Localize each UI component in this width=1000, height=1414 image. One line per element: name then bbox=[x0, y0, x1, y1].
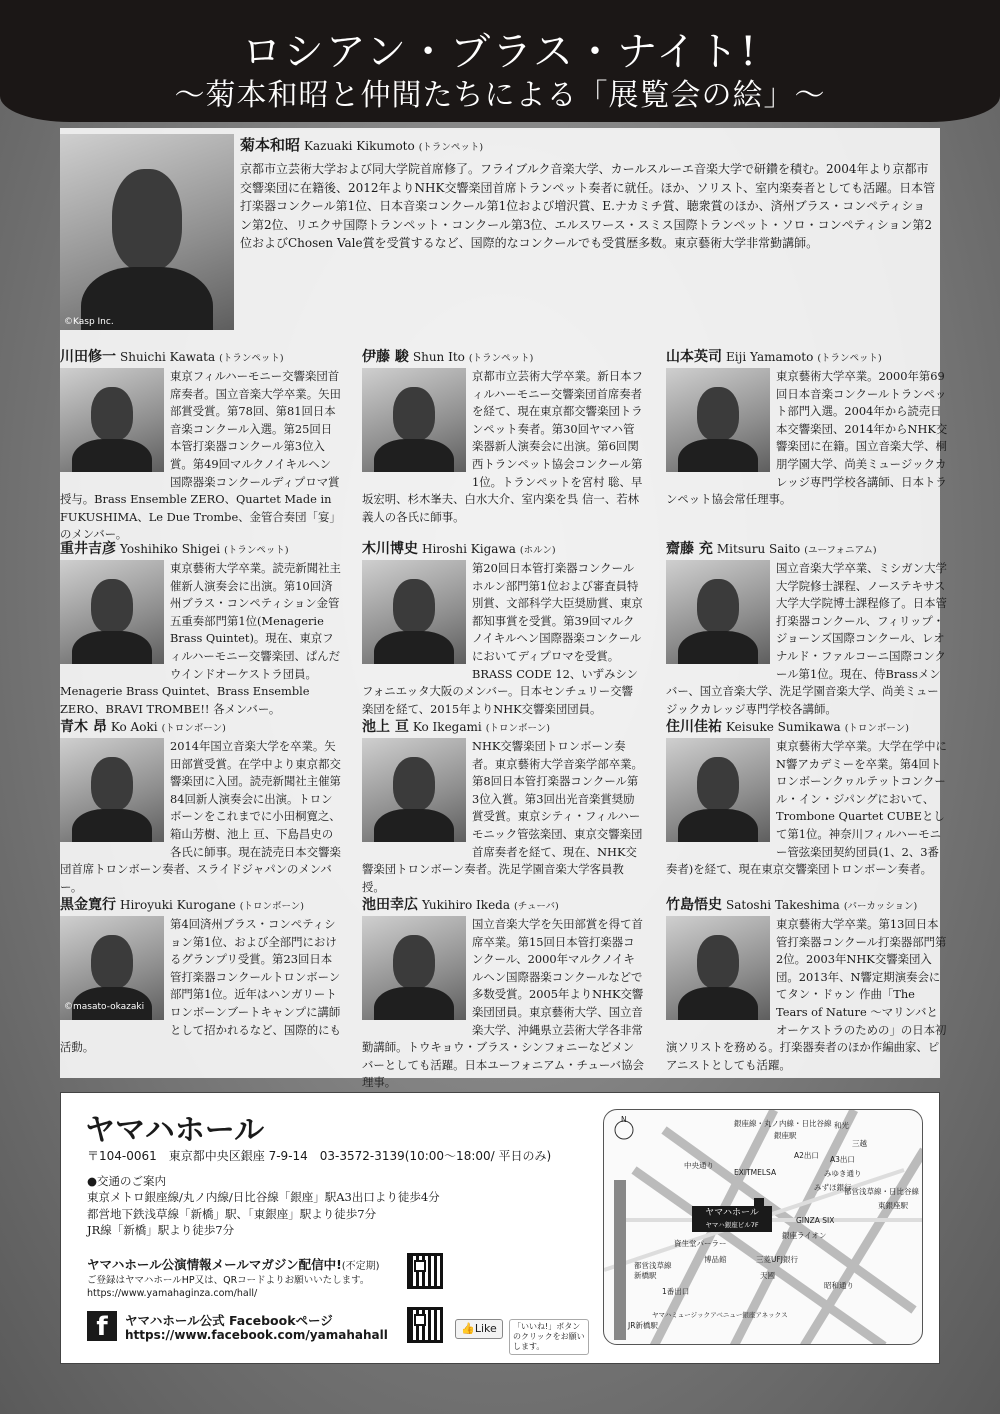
instrument: (ホルン) bbox=[519, 545, 556, 556]
map-a2-exit: A2出口 bbox=[794, 1151, 819, 1160]
member-name bbox=[666, 716, 909, 736]
instrument: (トランペット) bbox=[219, 353, 284, 364]
member-photo bbox=[362, 916, 466, 1020]
map-showa-dori: 昭和通り bbox=[824, 1281, 854, 1290]
member-bio bbox=[666, 368, 948, 509]
member-name bbox=[362, 346, 533, 366]
facebook-icon: f bbox=[87, 1311, 117, 1341]
access-map bbox=[603, 1109, 923, 1345]
member-name bbox=[60, 716, 226, 736]
instrument: (チューバ) bbox=[514, 901, 559, 912]
map-toei-asakusa: 都営浅草線 bbox=[634, 1261, 672, 1270]
member-card bbox=[666, 346, 948, 522]
map-chuo-dori: 中央通り bbox=[684, 1161, 714, 1170]
name-en: Hiroyuki Kurogane bbox=[120, 898, 236, 912]
member-bio-text: 東京藝術大学卒業。2000年第69回日本音楽コンクールトランペット部門入選。2004年から読売日本交響楽団、2014年からNHK交響楽団に在籍。国立音楽大学、桐朋学園大学、尚美ミュージックカレッジ専門学校各講師、日本トランペット協会常任理事。 bbox=[666, 369, 948, 507]
member-photo bbox=[362, 738, 466, 842]
member-bio-text: 国立音楽大学を矢田部賞を得て首席卒業。第15回日本管打楽器コンクール、2000年マルクノイキルヘン国際器楽コンクールなどで多数受賞。2005年よりNHK交響楽団団員。東京藝術大学、国立音楽大学、沖縄県立芸術大学各非常勤講師。トウキョウ・ブラス・シンフォニーなどメンバーとしても活躍。日本ユーフォニアム・チューバ協会理事。 bbox=[362, 917, 644, 1090]
member-photo bbox=[362, 560, 466, 664]
name-ja: 川田修一 bbox=[60, 349, 116, 365]
name-en: Shun Ito bbox=[412, 350, 465, 364]
concert-subtitle: 〜菊本和昭と仲間たちによる「展覧会の絵」〜 bbox=[174, 78, 826, 113]
mail-desc bbox=[87, 1274, 369, 1300]
member-card bbox=[362, 346, 644, 522]
member-card bbox=[666, 538, 948, 714]
member-card bbox=[666, 894, 948, 1070]
name-ja: 齋藤 充 bbox=[666, 541, 713, 557]
name-ja: 菊本和昭 bbox=[240, 136, 301, 154]
name-ja: 黒金寛行 bbox=[60, 897, 116, 913]
member-bio bbox=[362, 560, 644, 718]
concert-title: ロシアン・ブラス・ナイト! bbox=[241, 29, 759, 75]
facebook-qr-code[interactable] bbox=[407, 1307, 443, 1343]
member-bio-text: 2014年国立音楽大学を卒業。矢田部賞受賞。在学中より東京都交響楽団に入団。読売新聞社主催第84回新人演奏会に出演。トロンボーンをこれまでに小田桐寛之、箱山芳樹、池上 亘、下島昌史の各氏に師事。現在読売日本交響楽団首席トロンボーン奏者、スライドジャパンのメンバー。 bbox=[60, 739, 341, 894]
member-bio-text: 東京藝術大学卒業。大学在学中にN響アカデミーを卒業。第4回トロンボーンクヮルテットコンクール・イン・ジパングにおいて、Trombone Quartet CUBEとして第1位。神奈川フィルハーモニー管弦楽団契約団員(1、2、3番奏者)を経て、現在東京交響楽団トロンボーン奏者。 bbox=[666, 739, 947, 877]
name-ja: 青木 昂 bbox=[60, 719, 107, 735]
member-name bbox=[362, 538, 556, 558]
member-bio bbox=[666, 560, 948, 718]
member-bio bbox=[666, 738, 948, 879]
map-hall-sub: ヤマハ銀座ビル7F bbox=[705, 1221, 759, 1229]
member-name bbox=[60, 538, 289, 558]
map-shiseido: 資生堂パーラー bbox=[674, 1239, 727, 1248]
name-ja: 池上 亘 bbox=[362, 719, 409, 735]
member-photo bbox=[60, 916, 164, 1020]
member-bio bbox=[362, 738, 644, 896]
member-photo bbox=[666, 738, 770, 842]
instrument: (ユーフォニアム) bbox=[804, 545, 877, 556]
map-north: N bbox=[621, 1115, 627, 1124]
member-name bbox=[666, 538, 877, 558]
member-name bbox=[666, 894, 917, 914]
access-line: JR線「新橋」駅より徒歩7分 bbox=[87, 1223, 235, 1237]
access-heading: ●交通のご案内 bbox=[87, 1174, 167, 1188]
name-ja: 重井吉彦 bbox=[60, 541, 116, 557]
access-line: 都営地下鉄浅草線「新橋」駅、「東銀座」駅より徒歩7分 bbox=[87, 1206, 377, 1221]
lead-photo bbox=[60, 134, 234, 330]
photo-credit: ©masato-okazaki bbox=[64, 1002, 145, 1013]
name-ja: 木川博史 bbox=[362, 541, 418, 557]
name-en: Ko Aoki bbox=[110, 720, 158, 734]
mail-note: (不定期) bbox=[341, 1261, 380, 1272]
member-name bbox=[666, 346, 882, 366]
member-bio bbox=[362, 368, 644, 526]
member-bio bbox=[60, 738, 342, 896]
name-en: Mitsuru Saito bbox=[716, 542, 801, 556]
photo-credit: ©Kasp Inc. bbox=[64, 317, 114, 327]
map-mufg: 三菱UFJ銀行 bbox=[756, 1255, 799, 1264]
member-card bbox=[60, 346, 342, 542]
map-tenkuni: 天國 bbox=[760, 1271, 775, 1280]
name-en: Satoshi Takeshima bbox=[726, 898, 840, 912]
member-name bbox=[362, 716, 550, 736]
name-ja: 池田幸広 bbox=[362, 897, 418, 913]
map-mizuho: みずほ銀行 bbox=[814, 1183, 852, 1192]
map-hakuhinkan: 博品館 bbox=[704, 1255, 727, 1264]
member-bio-text: 京都市立芸術大学卒業。新日本フィルハーモニー交響楽団首席奏者を経て、現在東京都交響楽団トランペット奏者。第30回ヤマハ管楽器新人演奏会に出演。第6回関西トランペット協会コンクール第1位。トランペットを宮村 聡、早坂宏明、杉木峯夫、白水大介、室内楽を呉 信一、若林義人の各氏に師事。 bbox=[362, 369, 643, 524]
map-asakusa-line: 都営浅草線・日比谷線 bbox=[844, 1187, 919, 1196]
map-miyuki-dori: みゆき通り bbox=[824, 1169, 862, 1178]
instrument: (トロンボーン) bbox=[239, 901, 304, 912]
map-lion: 銀座ライオン bbox=[782, 1231, 827, 1240]
map-ginza-line: 銀座線・丸ノ内線・日比谷線 bbox=[734, 1119, 832, 1128]
map-hall-name: ヤマハホール bbox=[705, 1208, 759, 1218]
member-name bbox=[60, 894, 304, 914]
map-ginza-six: GINZA SIX bbox=[796, 1216, 835, 1225]
name-en: Shuichi Kawata bbox=[120, 350, 216, 364]
member-name bbox=[60, 346, 284, 366]
map-jr: JR新橋駅 bbox=[628, 1321, 658, 1330]
map-exit1: 1番出口 bbox=[662, 1287, 690, 1296]
member-bio bbox=[362, 916, 644, 1092]
mail-heading-text: ヤマハホール公演情報メールマガジン配信中! bbox=[87, 1257, 342, 1272]
name-ja: 竹島悟史 bbox=[666, 897, 722, 913]
name-en: Hiroshi Kigawa bbox=[422, 542, 516, 556]
lead-bio: 京都市立芸術大学および同大学院首席修了。フライブルク音楽大学、カールスルーエ音楽大学で研鑽を積む。2004年より京都市交響楽団に在籍後、2012年よりNHK交響楽団首席トランペット奏者に就任。ほか、ソリスト、室内楽奏者としても活躍。日本管打楽器コンクール第1位、日本音楽コンクール第1位および増沢賞、E.ナカミチ賞、聴衆賞のほか、済州ブラス・コンペティション第2位、リエクサ国際トランペット・コンクール第3位、エルスワース・スミス国際トランペット・ソロ・コンペティション第2位およびChosen Vale賞を受賞するなど、国際的なコンクールでも受賞歴多数。東京藝術大学非常勤講師。 bbox=[240, 162, 936, 251]
member-card bbox=[666, 716, 948, 892]
member-bio bbox=[666, 916, 948, 1074]
name-en: Ko Ikegami bbox=[412, 720, 482, 734]
member-card bbox=[362, 716, 644, 892]
member-card bbox=[362, 894, 644, 1090]
instrument: (パーカッション) bbox=[843, 901, 918, 912]
name-ja: 住川佳祐 bbox=[666, 719, 722, 735]
member-bio-text: NHK交響楽団トロンボーン奏者。東京藝術大学音楽学部卒業。第8回日本管打楽器コンクール第3位入賞。第3回出光音楽賞奨励賞受賞。東京シティ・フィルハーモニック管弦楽団、東京交響楽団首席奏者を経て、現在、NHK交響楽団トロンボーン奏者。洗足学園音楽大学客員教授。 bbox=[362, 739, 643, 894]
like-button[interactable]: 👍Like bbox=[455, 1319, 503, 1339]
member-bio bbox=[60, 560, 342, 718]
member-bio-text: 第4回済州ブラス・コンペティション第1位、および全部門におけるグランプリ受賞。第23回日本管打楽器コンクールトロンボーン部門第1位。近年はハンガリートロンボーンブートキャンプに講師として招かれるなど、国際的にも活動。 bbox=[60, 917, 341, 1055]
member-photo bbox=[666, 368, 770, 472]
map-ginza-station: 銀座駅 bbox=[774, 1131, 797, 1140]
name-ja: 山本英司 bbox=[666, 349, 722, 365]
member-photo bbox=[362, 368, 466, 472]
member-bio-text: 東京藝術大学卒業。読売新聞社主催新人演奏会に出演。第10回済州ブラス・コンペティション金管五重奏部門第1位(Menagerie Brass Quintet)。現在、東京フィルハーモニー交響楽団、ぱんだウインドオーケストラ団員。Menagerie Brass Quintet、Brass Ensemble ZERO、BRAVI TROMBE!! 各メンバー。 bbox=[60, 561, 341, 716]
instrument: (トロンボーン) bbox=[844, 723, 909, 734]
like-note: 「いいね!」ボタンのクリックをお願いします。 bbox=[509, 1319, 589, 1355]
map-wako: 和光 bbox=[834, 1121, 849, 1130]
member-card bbox=[60, 716, 342, 892]
map-exitmelsa: EXITMELSA bbox=[734, 1168, 777, 1177]
like-label: Like bbox=[474, 1322, 497, 1335]
name-en: Eiji Yamamoto bbox=[726, 350, 814, 364]
member-card bbox=[60, 894, 342, 1070]
member-name bbox=[362, 894, 559, 914]
member-bio-text: 国立音楽大学卒業、ミシガン大学大学院修士課程、ノーステキサス大学大学院博士課程修了。日本管打楽器コンクール、フィリップ・ジョーンズ国際コンクール、レオナルド・ファルコーニ国際コンクール第1位。現在、侍Brassメンバー、国立音楽大学、洗足学園音楽大学、尚美ミュージックカレッジ専門学校各講師。 bbox=[666, 561, 947, 716]
member-bio-text: 東京藝術大学卒業。第13回日本管打楽器コンクール打楽器部門第2位。2003年NHK交響楽団入団。2013年、N響定期演奏会にてタン・ドゥン 作曲「The Tears of Nature 〜マリンバとオーケストラのための」の日本初演ソリストを務める。打楽器奏者のほか作編曲家、ピアニストとしても活躍。 bbox=[666, 917, 947, 1072]
venue-address: 〒104-0061 東京都中央区銀座 7-9-14 03-3572-3139(10:00〜18:00/ 平日のみ) bbox=[87, 1149, 552, 1163]
member-bio bbox=[60, 368, 342, 544]
map-hall-marker bbox=[692, 1206, 772, 1232]
member-photo bbox=[60, 560, 164, 664]
instrument: (トランペット) bbox=[418, 142, 484, 153]
name-en: Yoshihiko Shigei bbox=[120, 542, 221, 556]
member-bio bbox=[60, 916, 342, 1057]
instrument: (トランペット) bbox=[468, 353, 534, 364]
facebook-heading: ヤマハホール公式 Facebookページ bbox=[125, 1313, 333, 1328]
profiles-panel bbox=[60, 128, 948, 1090]
mail-heading bbox=[87, 1255, 380, 1273]
member-photo bbox=[666, 560, 770, 664]
venue-name: ヤマハホール bbox=[85, 1113, 265, 1148]
member-card bbox=[60, 538, 342, 714]
access-line: 東京メトロ銀座線/丸ノ内線/日比谷線「銀座」駅A3出口より徒歩4分 bbox=[87, 1190, 440, 1204]
mail-url[interactable]: https://www.yamahaginza.com/hall/ bbox=[87, 1288, 258, 1299]
map-a3-exit: A3出口 bbox=[830, 1155, 855, 1164]
map-mitsukoshi: 三越 bbox=[852, 1139, 867, 1148]
member-bio-text: 東京フィルハーモニー交響楽団首席奏者。国立音楽大学卒業。矢田部賞受賞。第78回、第81回日本音楽コンクール入選。第25回日本管打楽器コンクール第3位入賞。第49回マルクノイキルヘン国際器楽コンクールディプロマ賞授与。Brass Ensemble ZERO、Quartet Made in FUKUSHIMA、Le Due Trombe、金管合奏団「宴」のメンバー。 bbox=[60, 369, 341, 542]
member-bio-text: 第20回日本管打楽器コンクールホルン部門第1位および審査員特別賞、文部科学大臣奨励賞、東京都知事賞を受賞。第39回マルクノイキルヘン国際器楽コンクールにおいてディプロマを受賞。BRASS CODE 12、いずみシンフォニエッタ大阪のメンバー。日本センチュリー交響楽団を経て、2015年よりNHK交響楽団団員。 bbox=[362, 561, 643, 716]
member-card bbox=[362, 538, 644, 714]
instrument: (トランペット) bbox=[817, 353, 882, 364]
member-photo bbox=[60, 368, 164, 472]
lead-name bbox=[240, 134, 483, 155]
map-shinbashi: 新橋駅 bbox=[634, 1271, 657, 1280]
name-en: Keisuke Sumikawa bbox=[726, 720, 841, 734]
facebook-url[interactable]: https://www.facebook.com/yamahahall bbox=[125, 1328, 388, 1342]
access-list bbox=[87, 1189, 440, 1239]
title-banner bbox=[0, 0, 1000, 122]
mail-qr-code[interactable] bbox=[407, 1253, 443, 1289]
name-en: Kazuaki Kikumoto bbox=[304, 139, 415, 153]
map-avenue: ヤマハミュージックアベニュー銀座アネックス bbox=[652, 1311, 788, 1319]
instrument: (トロンボーン) bbox=[485, 723, 550, 734]
instrument: (トランペット) bbox=[224, 545, 289, 556]
member-photo bbox=[666, 916, 770, 1020]
venue-info bbox=[60, 1092, 940, 1364]
instrument: (トロンボーン) bbox=[161, 723, 226, 734]
name-ja: 伊藤 駿 bbox=[362, 349, 409, 365]
map-higashi-ginza: 東銀座駅 bbox=[878, 1201, 908, 1210]
name-en: Yukihiro Ikeda bbox=[422, 898, 511, 912]
mail-desc-text: ご登録はヤマハホールHP又は、QRコードよりお願いいたします。 bbox=[87, 1275, 370, 1286]
member-photo bbox=[60, 738, 164, 842]
